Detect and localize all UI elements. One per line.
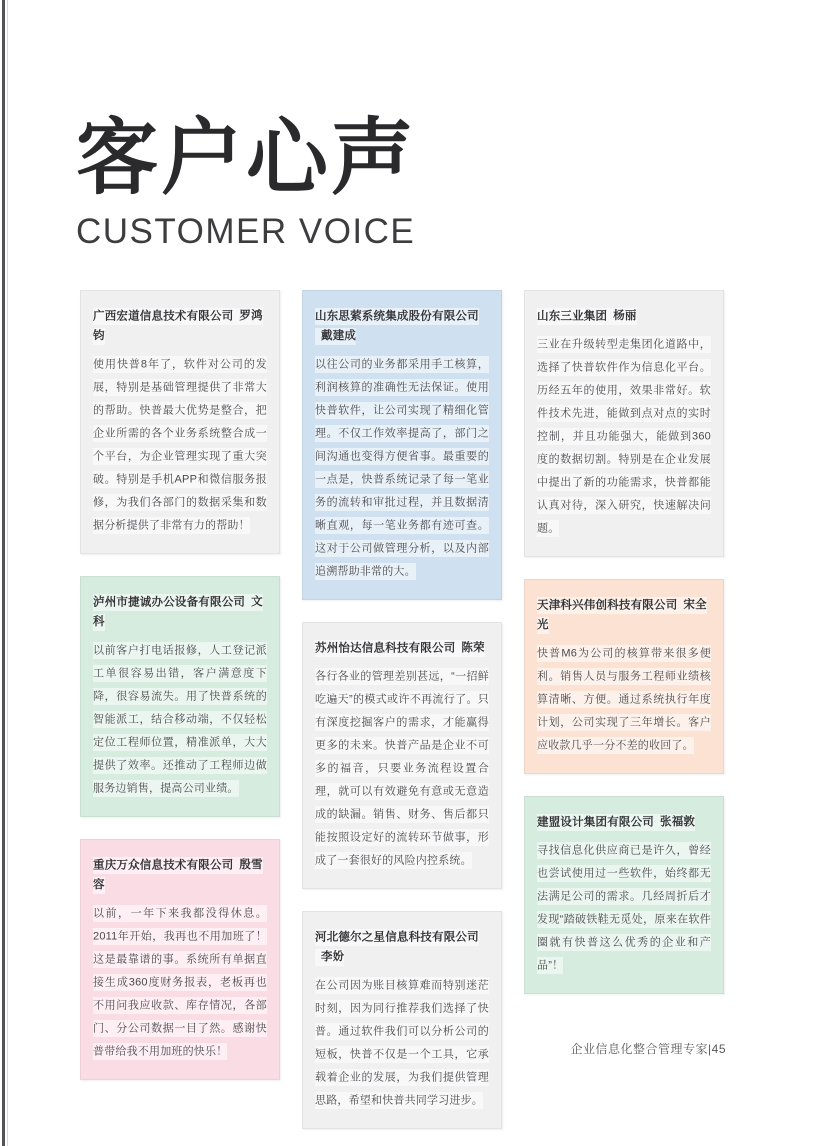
testimonial-card [302,911,502,1129]
page-left-edge-light-line [7,0,8,1146]
testimonial-card [524,796,724,994]
testimonial-text: 使用快普8年了，软件对公司的发展，特别是基础管理提供了非常大的帮助。快普最大优势是整合，把企业所需的各个业务系统整合成一个平台，为企业管理实现了重大突破。特别是手机APP和微信服务报修，为我们各部门的数据采集和数据分析提供了非常有力的帮助！ [93,353,267,537]
company-name: 广西宏道信息技术有限公司 [93,310,234,322]
person-name: 戴建成 [321,330,357,342]
person-name: 文科 [93,596,263,628]
page-title: 客户心声 [76,112,417,205]
testimonial-card-title [315,638,489,658]
testimonial-card-title [537,812,711,832]
testimonial-card-title [93,592,267,632]
company-name: 苏州怡达信息科技有限公司 [315,642,456,654]
company-name: 山东三业集团 [537,310,608,322]
company-name: 河北德尔之星信息科技有限公司 [315,931,479,943]
page-subtitle: CUSTOMER VOICE [76,212,416,252]
testimonial-column-right [524,290,724,994]
page-footer: 企业信息化整合管理专家|45 [570,1042,726,1056]
person-name: 殷雪容 [93,859,263,891]
testimonial-card-title [93,855,267,895]
company-name: 重庆万众信息技术有限公司 [93,859,234,871]
testimonial-card [302,622,502,889]
testimonial-text: 以前，一年下来我都没得休息。2011年开始，我再也不用加班了！这是最靠谱的事。系统所有单据直接生成360度财务报表，老板再也不用问我应收款、库存情况，各部门、分公司数据一目了然。感谢快普带给我不用加班的快乐！ [93,902,267,1063]
testimonial-card [80,576,280,817]
testimonial-text: 三业在升级转型走集团化道路中，选择了快普软件作为信息化平台。历经五年的使用，效果非常好。软件技术先进，能做到点对点的实时控制，并且功能强大，能做到360度的数据切割。特别是在企业发展中提出了新的功能需求，快普都能认真对待，深入研究，快速解决问题。 [537,333,711,540]
testimonial-card [302,290,502,600]
person-name: 罗鸿钧 [93,310,263,342]
testimonial-card-title [93,306,267,346]
testimonial-card-title [537,306,711,326]
page-left-edge-dark-line [2,0,5,1146]
testimonial-column-left [80,290,280,1080]
company-name: 山东思萦系统集成股份有限公司 [315,310,479,322]
testimonial-text: 在公司因为账目核算难而特别迷茫时刻，因为同行推荐我们选择了快普。通过软件我们可以分析公司的短板，快普不仅是一个工具，它承载着企业的发展，为我们提供管理思路，希望和快普共同学习进步。 [315,974,489,1112]
person-name: 李妢 [321,951,345,963]
person-name: 杨丽 [613,310,637,322]
company-name: 泸州市捷诚办公设备有限公司 [93,596,246,608]
page-header [76,112,416,252]
person-name: 陈荣 [461,642,485,654]
company-name: 天津科兴伟创科技有限公司 [537,599,678,611]
testimonial-card [524,579,724,774]
testimonial-text: 寻找信息化供应商已是许久，曾经也尝试使用过一些软件，始终都无法满足公司的需求。几经周折后才发现“踏破铁鞋无觅处，原来在软件圈就有快普这么优秀的企业和产品”！ [537,839,711,977]
testimonial-text: 各行各业的管理差别甚远，“一招鲜吃遍天”的模式或许不再流行了。只有深度挖掘客户的需求，才能赢得更多的未来。快普产品是企业不可多的福音，只要业务流程设置合理，就可以有效避免有意或无意造成的缺漏。销售、财务、售后都只能按照设定好的流转环节做事，形成了一套很好的风险内控系统。 [315,665,489,872]
person-name: 宋全光 [537,599,707,631]
testimonial-card [524,290,724,557]
testimonial-text: 快普M6为公司的核算带来很多便利。销售人员与服务工程师业绩核算清晰、方便。通过系统执行年度计划，公司实现了三年增长。客户应收款几乎一分不差的收回了。 [537,642,711,757]
person-name: 张福敦 [660,816,696,828]
company-name: 建盟设计集团有限公司 [537,816,654,828]
testimonial-text: 以往公司的业务都采用手工核算，利润核算的准确性无法保证。使用快普软件，让公司实现了精细化管理。不仅工作效率提高了，部门之间沟通也变得方便省事。最重要的一点是，快普系统记录了每一笔业务的流转和审批过程，并且数据清晰直观，每一笔业务都有迹可查。这对于公司做管理分析，以及内部追溯帮助非常的大。 [315,353,489,583]
testimonial-card-title [315,927,489,967]
testimonial-grid [80,290,748,1129]
testimonial-card [80,839,280,1080]
testimonial-column-middle [302,290,502,1129]
testimonial-card-title [537,595,711,635]
testimonial-card [80,290,280,554]
testimonial-card-title [315,306,489,346]
testimonial-text: 以前客户打电话报修，人工登记派工单很容易出错，客户满意度下降，很容易流失。用了快普系统的智能派工，结合移动端，不仅轻松定位工程师位置，精准派单，大大提供了效率。还推动了工程师边做服务边销售，提高公司业绩。 [93,639,267,800]
